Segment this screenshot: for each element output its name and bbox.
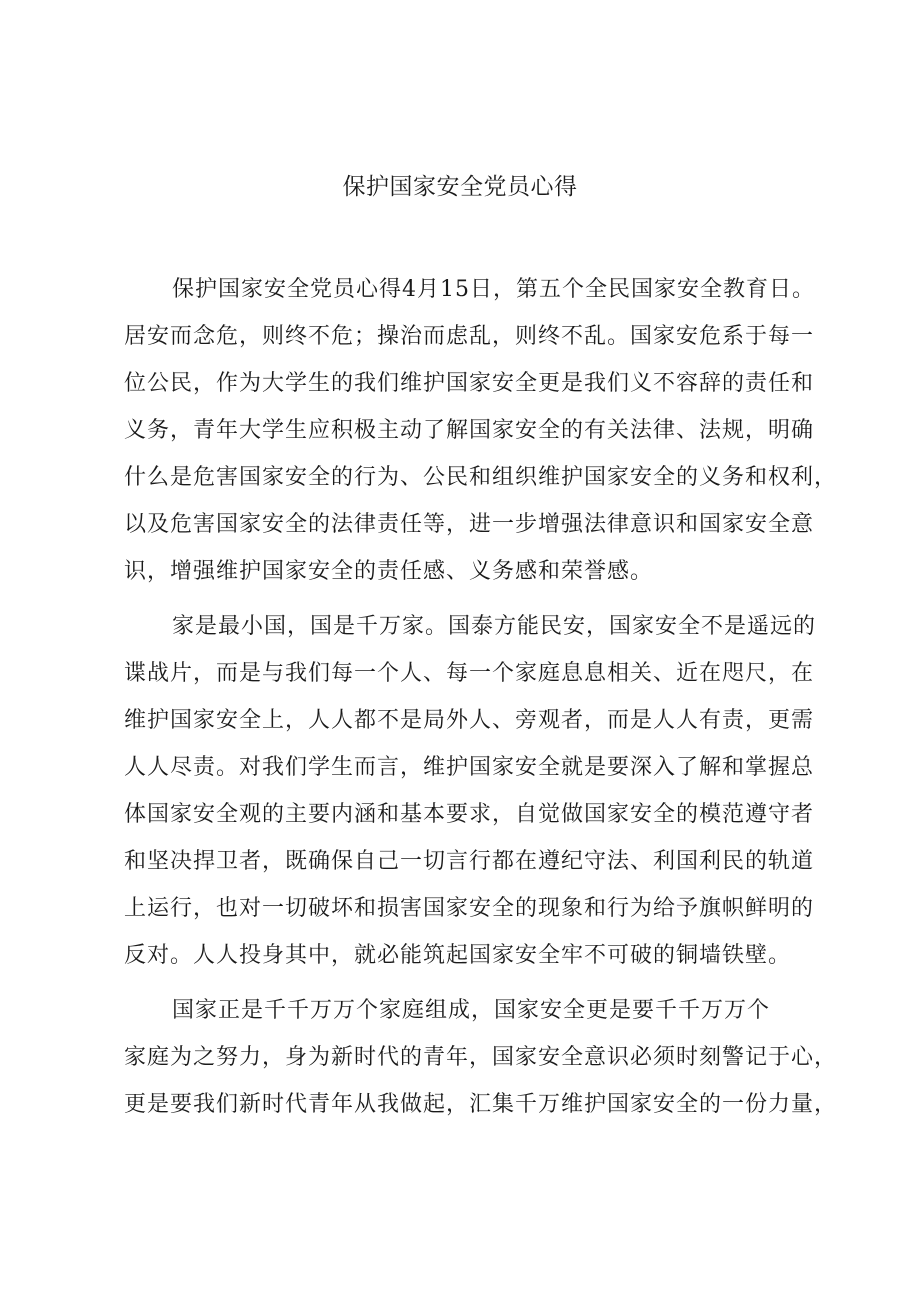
paragraph-line: 以及危害国家安全的法律责任等，进一步增强法律意识和国家安全意 — [124, 512, 815, 537]
paragraph-line: 和坚决捍卫者，既确保自己一切言行都在遵纪守法、利国利民的轨道 — [124, 849, 815, 874]
document-title: 保护国家安全党员心得 — [342, 174, 578, 200]
paragraph-line: 家是最小国，国是千万家。国泰方能民安，国家安全不是遥远的 — [172, 614, 817, 639]
paragraph-line: 什么是危害国家安全的行为、公民和组织维护国家安全的义务和权利， — [124, 465, 838, 490]
paragraph-line: 识，增强维护国家安全的责任感、义务感和荣誉感。 — [124, 559, 654, 584]
paragraph-line: 上运行，也对一切破坏和损害国家安全的现象和行为给予旗帜鲜明的 — [124, 896, 815, 921]
paragraph-line: 保护国家安全党员心得4月15日，第五个全民国家安全教育日。 — [172, 277, 815, 302]
paragraph-line: 维护国家安全上，人人都不是局外人、旁观者，而是人人有责，更需 — [124, 708, 815, 733]
paragraph-line: 反对。人人投身其中，就必能筑起国家安全牢不可破的铜墙铁壁。 — [124, 943, 792, 968]
paragraph-line: 国家正是千千万万个家庭组成，国家安全更是要千千万万个 — [172, 998, 771, 1023]
paragraph-line: 家庭为之努力，身为新时代的青年，国家安全意识必须时刻警记于心， — [124, 1045, 838, 1070]
paragraph-line: 人人尽责。对我们学生而言，维护国家安全就是要深入了解和掌握总 — [124, 755, 815, 780]
paragraph-line: 居安而念危，则终不危；操治而虑乱，则终不乱。国家安危系于每一 — [124, 324, 815, 349]
paragraph-line: 谍战片，而是与我们每一个人、每一个家庭息息相关、近在咫尺，在 — [124, 661, 815, 686]
paragraph-line: 位公民，作为大学生的我们维护国家安全更是我们义不容辞的责任和 — [124, 371, 815, 396]
paragraph-line: 义务，青年大学生应积极主动了解国家安全的有关法律、法规，明确 — [124, 418, 815, 443]
paragraph-line: 更是要我们新时代青年从我做起，汇集千万维护国家安全的一份力量， — [124, 1092, 838, 1117]
paragraph-line: 体国家安全观的主要内涵和基本要求，自觉做国家安全的模范遵守者 — [124, 802, 815, 827]
